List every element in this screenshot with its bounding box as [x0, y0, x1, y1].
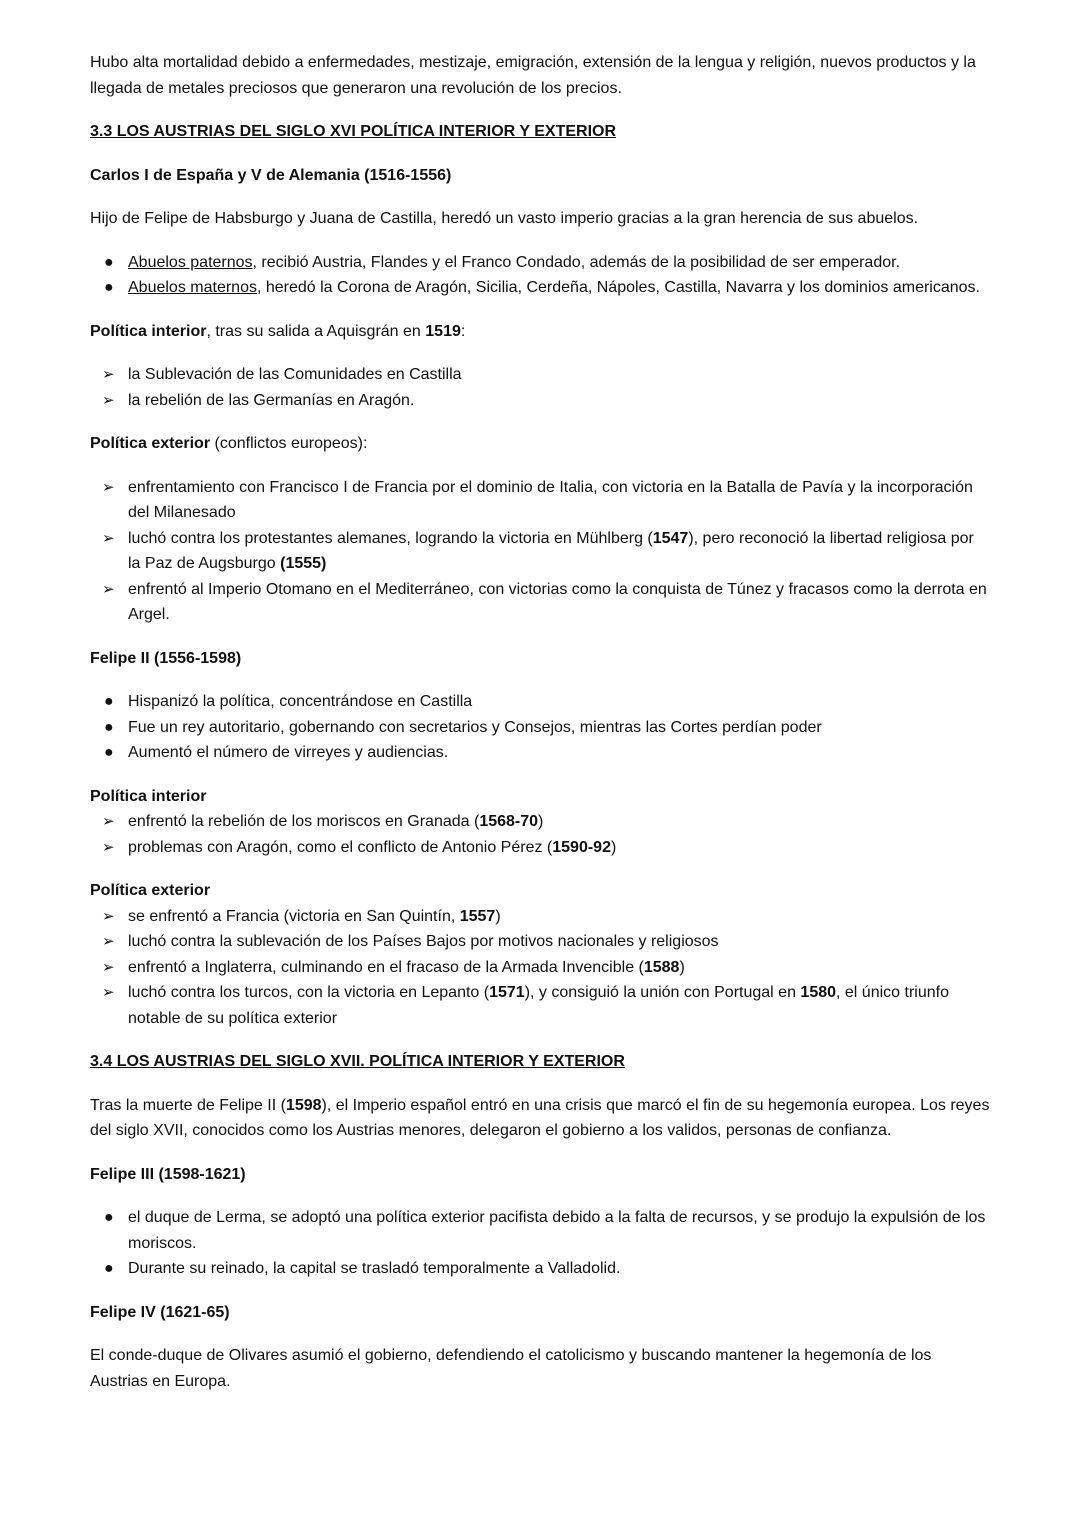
year-1568-70: 1568-70 [479, 813, 539, 830]
bullet-icon: ● [104, 253, 114, 271]
section-3-4-intro [90, 1093, 990, 1144]
list-item [90, 475, 990, 526]
year-1557: 1557 [459, 907, 496, 925]
list-item-text: luchó contra la sublevación de los Países Bajos por motivos nacionales y religiosos [128, 933, 719, 950]
bullet-icon: ● [104, 279, 114, 296]
carlos-exterior-list [90, 475, 990, 628]
carlos-exterior-label [90, 431, 990, 457]
exterior-label-bold: Política exterior [90, 435, 211, 452]
list-item [90, 250, 990, 276]
list-item-text: ) [495, 907, 501, 925]
document-body [90, 50, 990, 1412]
list-item-text: luchó contra los protestantes alemanes, logrando la victoria en Mühlberg ( [128, 529, 653, 547]
year-1588: 1588 [643, 958, 680, 976]
list-item-text: enfrentó a Inglaterra, culminando en el fracaso de la Armada Invencible ( [128, 958, 644, 976]
arrow-bullet-icon: ➢ [102, 391, 115, 409]
year-1580: 1580 [800, 984, 837, 1001]
list-item [90, 715, 990, 741]
felipe-iv-text: El conde-duque de Olivares asumió el gobierno, defendiendo el catolicismo y buscando mantener la hegemonía de los Austrias en Europa. [90, 1347, 932, 1390]
section-heading-3-3: 3.3 LOS AUSTRIAS DEL SIGLO XVI POLÍTICA INTERIOR Y EXTERIOR [90, 123, 617, 140]
arrow-bullet-icon: ➢ [102, 933, 115, 950]
list-item [90, 904, 990, 930]
list-item-text: enfrentó al Imperio Otomano en el Mediterráneo, con victorias como la conquista de Túnez y fracasos como la derrota en Argel. [128, 580, 987, 623]
list-item [90, 577, 990, 628]
year-1598: 1598 [285, 1096, 322, 1114]
list-item-text: la Sublevación de las Comunidades en Castilla [128, 366, 462, 383]
list-item [90, 980, 990, 1031]
list-item-text: Fue un rey autoritario, gobernando con secretarios y Consejos, mientras las Cortes perdían poder [128, 718, 822, 736]
arrow-bullet-icon: ➢ [102, 478, 115, 496]
list-item [90, 835, 990, 861]
carlos-interior-label [90, 319, 990, 345]
intro-text: ), el Imperio español entró en una crisis que marcó el fin de su hegemonía europea. Los reyes del siglo XVII, conocidos como los Austrias menores, delegaron el gobierno a los validos, personas de confianza. [90, 1096, 990, 1139]
list-item-text: Durante su reinado, la capital se trasladó temporalmente a Valladolid. [128, 1260, 621, 1277]
list-item [90, 275, 990, 301]
arrow-bullet-icon: ➢ [102, 958, 115, 976]
section-heading-3-4: 3.4 LOS AUSTRIAS DEL SIGLO XVII. POLÍTICA INTERIOR Y EXTERIOR [90, 1053, 625, 1070]
interior-label-bold: Política interior [90, 322, 207, 340]
list-item-text: Aumentó el número de virreyes y audiencias. [128, 744, 449, 761]
interior-label-end: : [460, 322, 466, 340]
bullet-icon: ● [104, 1209, 114, 1226]
list-item-text: ) [610, 838, 617, 856]
year-1571: 1571 [489, 984, 525, 1001]
list-item [90, 388, 990, 414]
arrow-bullet-icon: ➢ [102, 984, 115, 1001]
list-item [90, 929, 990, 955]
arrow-bullet-icon: ➢ [102, 907, 115, 925]
bullet-icon: ● [104, 1260, 114, 1277]
heritage-label: Abuelos paternos [128, 253, 253, 271]
list-item [90, 1256, 990, 1282]
felipe-ii-interior-list [90, 809, 990, 860]
list-item [90, 740, 990, 766]
list-item-text: se enfrentó a Francia (victoria en San Quintín, [128, 907, 460, 925]
felipe-iii-bullets [90, 1205, 990, 1282]
heritage-text: , heredó la Corona de Aragón, Sicilia, Cerdeña, Nápoles, Castilla, Navarra y los dominios americanos. [256, 279, 980, 296]
intro-paragraph: Hubo alta mortalidad debido a enfermedades, mestizaje, emigración, extensión de la lengua y religión, nuevos productos y la llegada de metales preciosos que generaron una revolución de los precios. [90, 54, 976, 97]
bullet-icon: ● [104, 693, 114, 710]
felipe-ii-exterior-label: Política exterior [90, 882, 211, 899]
list-item [90, 526, 990, 577]
felipe-iii-title: Felipe III (1598-1621) [90, 1165, 246, 1183]
list-item-text: ), y consiguió la unión con Portugal en [524, 984, 801, 1001]
carlos-i-title [90, 163, 990, 189]
list-item-text: enfrentamiento con Francisco I de Francia por el dominio de Italia, con victoria en la Batalla de Pavía y la incorporación del Milanesado [128, 478, 973, 521]
heritage-text: , recibió Austria, Flandes y el Franco Condado, además de la posibilidad de ser emperador. [252, 253, 901, 271]
list-item [90, 955, 990, 981]
arrow-bullet-icon: ➢ [102, 529, 115, 547]
arrow-bullet-icon: ➢ [102, 580, 115, 598]
list-item-text: ) [538, 813, 544, 830]
carlos-interior-list [90, 362, 990, 413]
list-item-text: ) [679, 958, 685, 976]
carlos-i-intro: Hijo de Felipe de Habsburgo y Juana de Castilla, heredó un vasto imperio gracias a la gran herencia de sus abuelos. [90, 210, 919, 227]
carlos-i-title-tail: ) [446, 166, 452, 184]
list-item-text: el duque de Lerma, se adoptó una política exterior pacifista debido a la falta de recursos, y se produjo la expulsión de los moriscos. [128, 1209, 986, 1252]
list-item-text: Hispanizó la política, concentrándose en Castilla [128, 693, 473, 710]
list-item [90, 809, 990, 835]
bullet-icon: ● [104, 744, 114, 761]
felipe-ii-title: Felipe II (1556-1598) [90, 649, 242, 667]
list-item-text: problemas con Aragón, como el conflicto de Antonio Pérez ( [128, 838, 553, 856]
list-item [90, 689, 990, 715]
arrow-bullet-icon: ➢ [102, 366, 115, 383]
list-item-text: ), pero reconoció la libertad religiosa por la Paz de Augsburgo [128, 529, 974, 572]
year-1519: 1519 [425, 322, 461, 340]
exterior-label-tail: (conflictos europeos): [210, 435, 368, 452]
interior-label-mid: , tras su salida a Aquisgrán en [206, 322, 426, 340]
year-1547: 1547 [652, 529, 689, 547]
year-1555: (1555) [280, 555, 327, 572]
list-item [90, 1205, 990, 1256]
list-item [90, 362, 990, 388]
year-1590-92: 1590-92 [552, 838, 611, 856]
list-item-text: enfrentó la rebelión de los moriscos en Granada ( [128, 813, 480, 830]
felipe-iv-title: Felipe IV (1621-65) [90, 1303, 230, 1321]
felipe-ii-bullets [90, 689, 990, 766]
carlos-heritage-list [90, 250, 990, 301]
carlos-i-title-bold: Carlos I de España y V de Alemania (1516-1556 [90, 166, 447, 184]
bullet-icon: ● [104, 718, 114, 736]
intro-text: Tras la muerte de Felipe II ( [90, 1096, 286, 1114]
felipe-ii-interior-label: Política interior [90, 787, 207, 805]
arrow-bullet-icon: ➢ [102, 813, 115, 830]
list-item-text: , el único triunfo notable de su política exterior [128, 984, 949, 1027]
list-item-text: luchó contra los turcos, con la victoria en Lepanto ( [128, 984, 490, 1001]
arrow-bullet-icon: ➢ [102, 838, 115, 856]
heritage-label: Abuelos maternos [128, 279, 257, 296]
felipe-ii-exterior-list [90, 904, 990, 1032]
list-item-text: la rebelión de las Germanías en Aragón. [128, 391, 415, 409]
